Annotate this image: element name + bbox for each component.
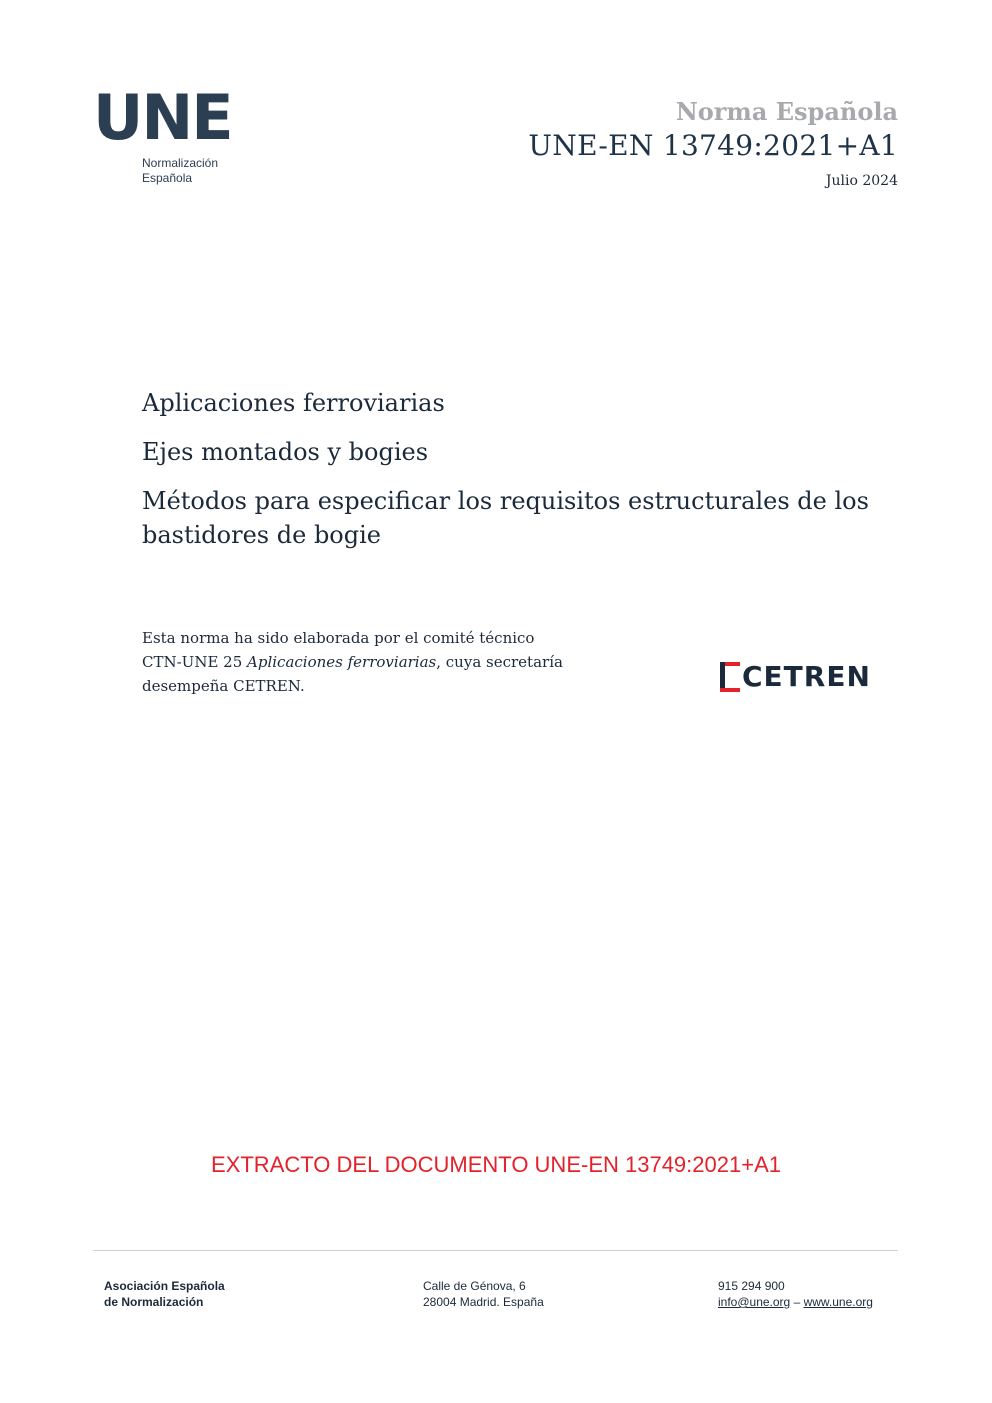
committee-statement [142, 626, 622, 698]
document-header [528, 97, 898, 191]
une-logo-subtitle [142, 156, 232, 186]
committee-line-2-suffix: , cuya secretaría [436, 653, 563, 671]
footer-addr-line2: 28004 Madrid. España [423, 1295, 544, 1309]
standard-code: UNE-EN 13749:2021+A1 [528, 129, 898, 162]
footer-address [423, 1278, 544, 1310]
committee-line-1: Esta norma ha sido elaborada por el comité técnico [142, 629, 535, 647]
committee-name: Aplicaciones ferroviarias [247, 653, 437, 671]
title-line-2: Ejes montados y bogies [142, 438, 429, 466]
une-logo-sub-line1: Normalización [142, 156, 219, 170]
cetren-logo-text: CETREN [742, 660, 871, 693]
publication-date: Julio 2024 [825, 173, 898, 189]
norma-label: Norma Española [675, 97, 898, 126]
title-line-1: Aplicaciones ferroviarias [142, 389, 445, 417]
title-line-3: Métodos para especificar los requisitos estructurales de los bastidores de bogie [142, 487, 869, 549]
footer-assoc-line1: Asociación Española [104, 1279, 225, 1293]
footer-addr-line1: Calle de Génova, 6 [423, 1279, 526, 1293]
footer-email-link[interactable]: info@une.org [718, 1295, 791, 1309]
footer-association [104, 1278, 225, 1310]
footer-separator: – [790, 1295, 804, 1309]
footer-web-link[interactable]: www.une.org [803, 1295, 873, 1309]
footer-contact [718, 1278, 873, 1310]
footer-assoc-line2: de Normalización [104, 1295, 204, 1309]
footer-phone: 915 294 900 [718, 1279, 785, 1293]
committee-line-3: desempeña CETREN. [142, 677, 305, 695]
cetren-c-icon [720, 662, 740, 692]
extract-notice: EXTRACTO DEL DOCUMENTO UNE-EN 13749:2021+A1 [211, 1152, 781, 1177]
une-logo-sub-line2: Española [142, 171, 193, 185]
committee-line-2-prefix: CTN-UNE 25 [142, 653, 248, 671]
une-logo [93, 81, 232, 186]
une-logo-mark: UNE [93, 81, 232, 154]
footer-divider [93, 1250, 898, 1251]
document-titles [142, 386, 872, 552]
